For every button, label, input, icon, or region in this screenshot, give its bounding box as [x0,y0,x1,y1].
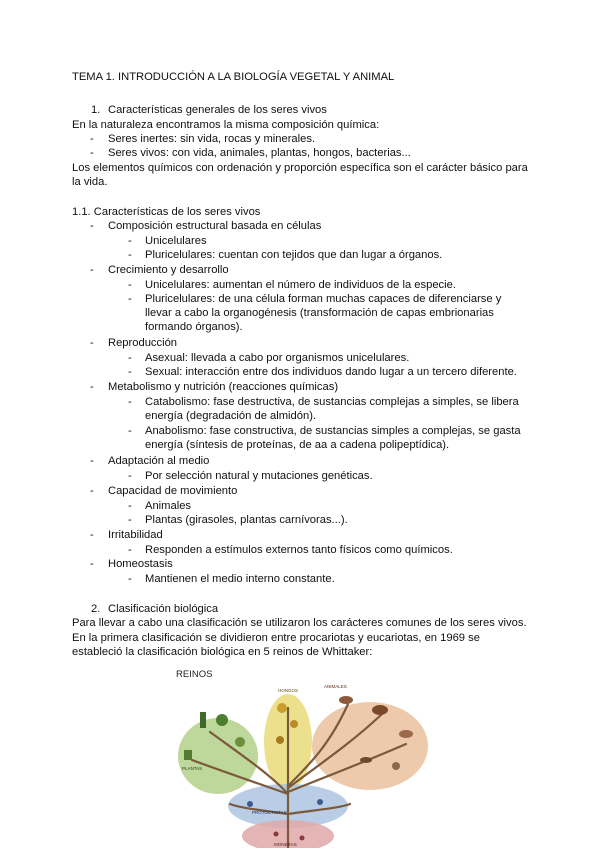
section-1-intro: En la naturaleza encontramos la misma composición química: [72,119,380,131]
sub-bullet-dash: - [128,235,132,247]
bullet-dash: - [90,133,94,145]
characteristic-detail-continued: energía (síntesis de proteínas, de aa a cadena polipeptídica). [145,439,450,451]
bullet-dash: - [90,220,94,232]
characteristic-detail: Catabolismo: fase destructiva, de sustancias complejas a simples, se libera [145,396,519,408]
section-2-paragraph-line: Para llevar a cabo una clasificación se utilizaron los carácteres comunes de los seres vivos. [72,617,527,629]
section-2-paragraph-line: estableció la clasificación biológica en 5 reinos de Whittaker: [72,646,373,658]
characteristic-label: Adaptación al medio [108,455,210,467]
characteristic-detail: Por selección natural y mutaciones genéticas. [145,470,373,482]
characteristic-detail: Asexual: llevada a cabo por organismos unicelulares. [145,352,410,364]
characteristic-detail: Pluricelulares: cuentan con tejidos que dan lugar a órganos. [145,249,443,261]
bullet-dash: - [90,381,94,393]
characteristic-label: Metabolismo y nutrición (reacciones químicas) [108,381,339,393]
characteristic-detail: Sexual: interacción entre dos individuos dando lugar a un tercero diferente. [145,366,517,378]
characteristic-detail: Responden a estímulos externos tanto físicos como químicos. [145,544,453,556]
characteristic-detail-continued: energía (degradación de almidón). [145,410,317,422]
section-1-number: 1. [91,104,101,116]
hongos-label: HONGOS [278,688,299,693]
section-1-heading: Características generales de los seres vivos [108,104,327,116]
section-1-1-heading: 1.1. Características de los seres vivos [72,206,261,218]
sub-bullet-dash: - [128,425,132,437]
characteristic-detail: Unicelulares [145,235,207,247]
characteristic-detail: Anabolismo: fase constructiva, de sustancias simples a complejas, se gasta [145,425,521,437]
bullet-dash: - [90,558,94,570]
sub-bullet-dash: - [128,293,132,305]
protoctistas-label: PROTOCTISTAS [252,810,287,815]
sub-bullet-dash: - [128,544,132,556]
sub-bullet-dash: - [128,500,132,512]
characteristic-detail-continued: llevar a cabo la organogénesis (transformación de capas embrionarias [145,307,494,319]
sub-bullet-dash: - [128,470,132,482]
characteristic-label: Crecimiento y desarrollo [108,264,229,276]
section-1-paragraph-line: la vida. [72,176,108,188]
characteristic-label: Irritabilidad [108,529,163,541]
bullet-dash: - [90,147,94,159]
figure-title: REINOS [176,669,213,680]
section-1-paragraph-line: Los elementos químicos con ordenación y proporción específica son el carácter básico para [72,162,528,174]
characteristic-detail: Pluricelulares: de una célula forman muchas capaces de diferenciarse y [145,293,502,305]
characteristic-label: Homeostasis [108,558,173,570]
sub-bullet-dash: - [128,573,132,585]
section-1-bullet: Seres vivos: con vida, animales, plantas, hongos, bacterias... [108,147,411,159]
section-1-bullet: Seres inertes: sin vida, rocas y minerales. [108,133,316,145]
characteristic-label: Composición estructural basada en células [108,220,322,232]
sub-bullet-dash: - [128,352,132,364]
section-2-number: 2. [91,603,101,615]
characteristic-detail-continued: formando órganos). [145,321,243,333]
bullet-dash: - [90,264,94,276]
characteristic-label: Reproducción [108,337,178,349]
sub-bullet-dash: - [128,514,132,526]
animales-region [312,702,428,790]
characteristic-detail: Unicelulares: aumentan el número de individuos de la especie. [145,279,456,291]
characteristic-detail: Mantienen el medio interno constante. [145,573,335,585]
moneras-label: MONERAS [274,842,297,847]
characteristic-detail: Animales [145,500,192,512]
plantas-label: PLANTAS [182,766,203,771]
sub-bullet-dash: - [128,279,132,291]
sub-bullet-dash: - [128,366,132,378]
bullet-dash: - [90,529,94,541]
section-2-paragraph-line: En la primera clasificación se dividieron entre procariotas y eucariotas, en 1969 se [72,632,480,644]
sub-bullet-dash: - [128,396,132,408]
characteristic-label: Capacidad de movimiento [108,485,238,497]
animales-label: ANIMALES [324,684,347,689]
characteristic-detail: Plantas (girasoles, plantas carnívoras...). [145,514,348,526]
bullet-dash: - [90,485,94,497]
bullet-dash: - [90,337,94,349]
sub-bullet-dash: - [128,249,132,261]
bullet-dash: - [90,455,94,467]
document-title: TEMA 1. INTRODUCCIÓN A LA BIOLOGÍA VEGETAL Y ANIMAL [72,71,395,83]
five-kingdoms-figure [170,664,432,848]
section-2-heading: Clasificación biológica [108,603,219,615]
